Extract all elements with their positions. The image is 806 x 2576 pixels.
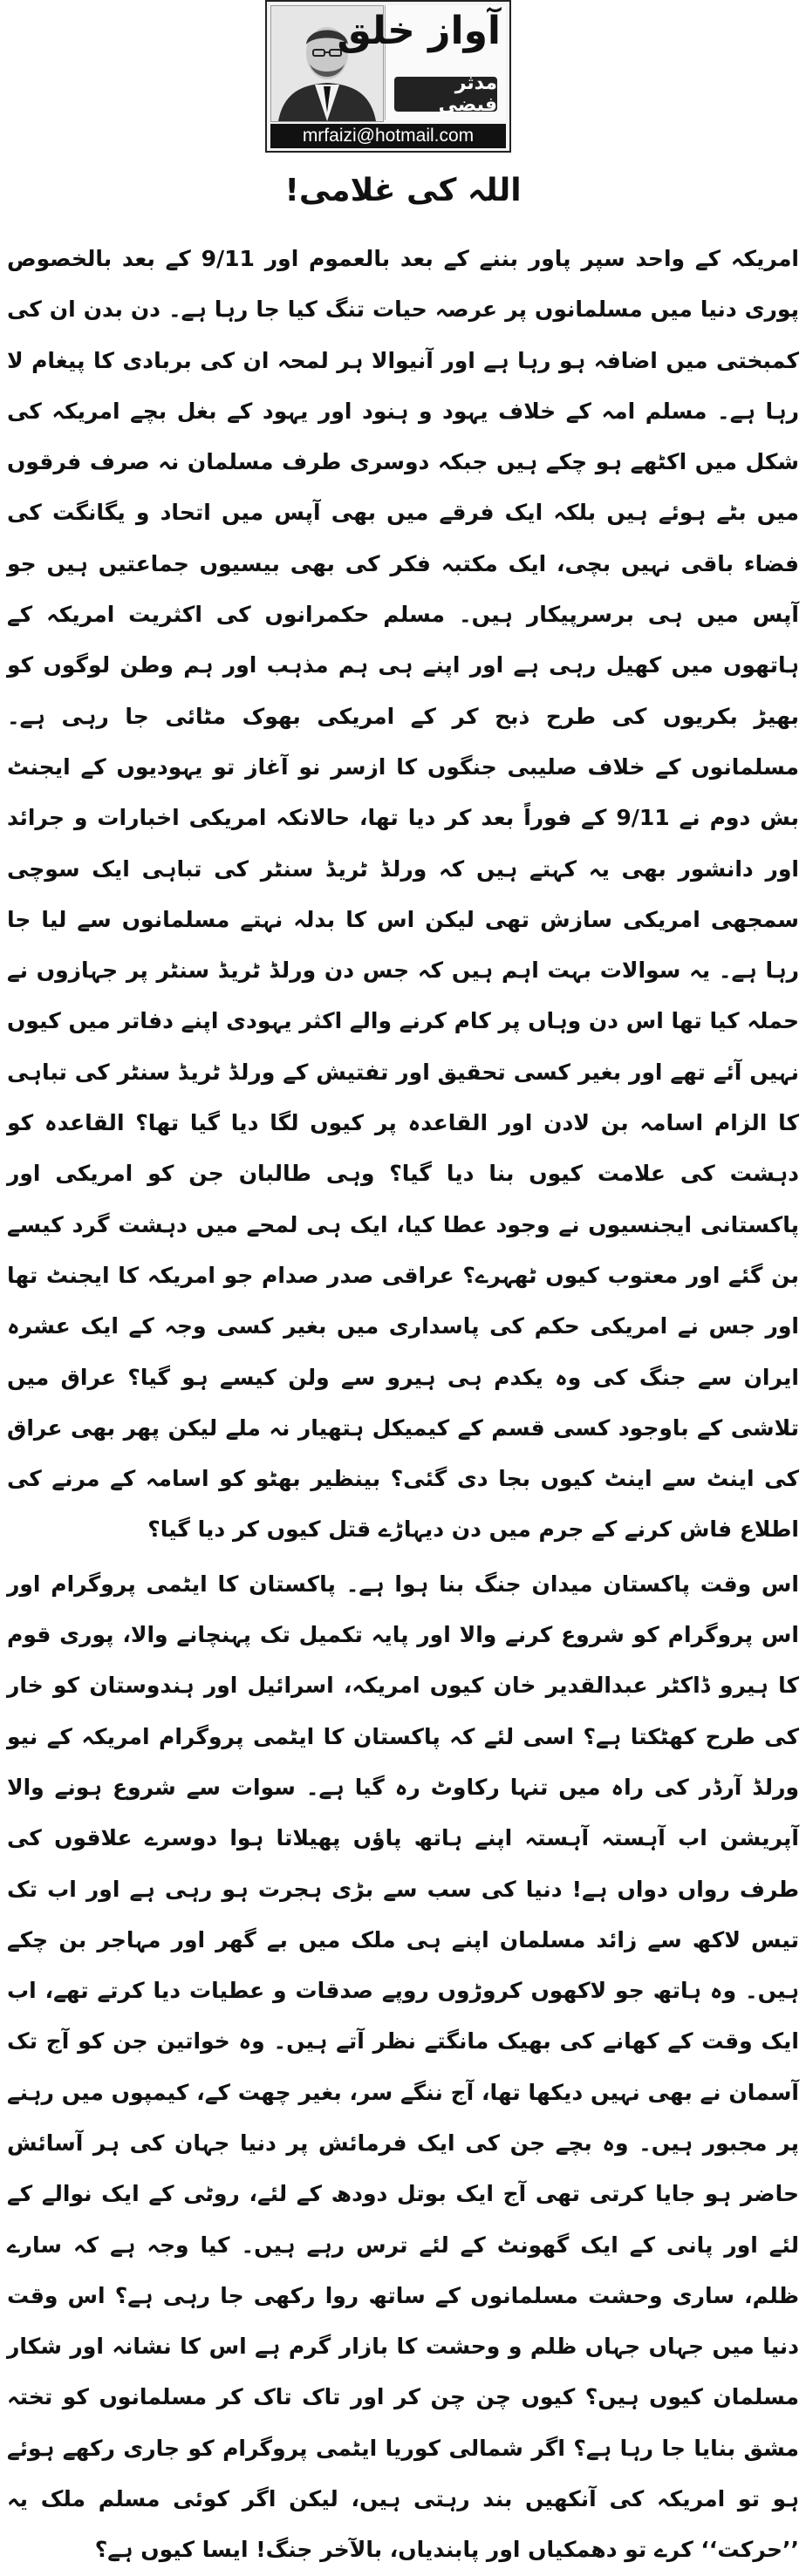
article-headline: اللہ کی غلامی! <box>284 173 522 208</box>
article-body <box>7 234 799 2576</box>
column-title: آواز خلق <box>337 9 501 53</box>
column-title-box <box>337 5 506 120</box>
article-paragraph: امریکہ کے واحد سپر پاور بننے کے بعد بالعموم اور 9/11 کے بعد بالخصوص پوری دنیا میں مسلمانوں پر عرصہ حیات تنگ کیا جا رہا ہے۔ دن بدن ان کی کمبختی میں اضافہ ہو رہا ہے اور آنیوالا ہر لمحہ ان کی بربادی کا پیغام لا رہا ہے۔ مسلم امہ کے خلاف یہود و ہنود اور یہود کے بغل بچے امریکہ کی شکل میں اکٹھے ہو چکے ہیں جبکہ دوسری طرف مسلمان نہ صرف فرقوں میں بٹے ہوئے ہیں بلکہ ایک فرقے میں بھی آپس میں اتحاد و یگانگت کی فضاء باقی نہیں بچی، ایک مکتبہ فکر کی بھی بیسیوں جماعتیں ہیں جو آپس میں ہی برسرپیکار ہیں۔ مسلم حکمرانوں کی اکثریت امریکہ کے ہاتھوں میں کھیل رہی ہے اور اپنے ہی ہم مذہب اور ہم وطن لوگوں کو بھیڑ بکریوں کی طرح ذبح کر کے امریکی بھوک مٹائی جا رہی ہے۔ مسلمانوں کے خلاف صلیبی جنگوں کا ازسر نو آغاز تو یہودیوں کے ایجنٹ بش دوم نے 9/11 کے فوراً بعد کر دیا تھا، حالانکہ امریکی اخبارات و جرائد اور دانشور بھی یہ کہتے ہیں کہ ورلڈ ٹریڈ سنٹر کی تباہی ایک سوچی سمجھی امریکی سازش تھی لیکن اس کا بدلہ نہتے مسلمانوں سے لیا جا رہا ہے۔ یہ سوالات بہت اہم ہیں کہ جس دن ورلڈ ٹریڈ سنٹر پر جہازوں نے حملہ کیا تھا اس دن وہاں پر کام کرنے والے اکثر یہودی اپنے دفاتر میں کیوں نہیں آئے تھے اور بغیر کسی تحقیق اور تفتیش کے ورلڈ ٹریڈ سنٹر کی تباہی کا الزام اسامہ بن لادن اور القاعدہ پر کیوں لگا دیا گیا تھا؟ القاعدہ کو دہشت کی علامت کیوں بنا دیا گیا؟ وہی طالبان جن کو امریکی اور پاکستانی ایجنسیوں نے وجود عطا کیا، ایک ہی لمحے میں دہشت گرد کیسے بن گئے اور معتوب کیوں ٹھہرے؟ عراقی صدر صدام جو امریکہ کا ایجنٹ تھا اور جس نے امریکی حکم کی پاسداری میں بغیر کسی وجہ کے ایک عشرہ ایران سے جنگ کی وہ یکدم ہی ہیرو سے ولن کیسے ہو گیا؟ عراق میں تلاشی کے باوجود کسی قسم کے کیمیکل ہتھیار نہ ملے لیکن پھر بھی عراق کی اینٹ سے اینٹ کیوں بجا دی گئی؟ بینظیر بھٹو کو اسامہ کے مرنے کی اطلاع فاش کرنے کے جرم میں دن دیہاڑے قتل کیوں کر دیا گیا؟ <box>7 246 799 1543</box>
author-name: مدثر فیضی <box>394 77 497 112</box>
author-email: mrfaizi@hotmail.com <box>270 124 506 148</box>
article-paragraph: اس وقت پاکستان میدان جنگ بنا ہوا ہے۔ پاکستان کا ایٹمی پروگرام اور اس پروگرام کو شروع کرنے والا اور پایہ تکمیل تک پہنچانے والا، پوری قوم کا ہیرو ڈاکٹر عبدالقدیر خان کیوں امریکہ، اسرائیل اور ہندوستان کو خار کی طرح کھٹکتا ہے؟ اسی لئے کہ پاکستان کا ایٹمی پروگرام امریکہ کے نیو ورلڈ آرڈر کی راہ میں تنہا رکاوٹ رہ گیا ہے۔ سوات سے شروع ہونے والا آپریشن اب آہستہ آہستہ اپنے ہاتھ پاؤں پھیلاتا ہوا دوسرے علاقوں کی طرف رواں دواں ہے! دنیا کی سب سے بڑی ہجرت ہو رہی ہے اور اب تک تیس لاکھ سے زائد مسلمان اپنے ہی ملک میں بے گھر اور مہاجر بن چکے ہیں۔ وہ ہاتھ جو لاکھوں کروڑوں روپے صدقات و عطیات دیا کرتے تھے، اب ایک وقت کے کھانے کی بھیک مانگتے نظر آتے ہیں۔ وہ خواتین جن کو آج تک آسمان نے بھی نہیں دیکھا تھا، آج ننگے سر، بغیر چھت کے، کیمپوں میں رہنے پر مجبور ہیں۔ وہ بچے جن کی ایک فرمائش پر دنیا جہان کی ہر آسائش حاضر ہو جایا کرتی تھی آج ایک بوتل دودھ کے لئے، روٹی کے ایک نوالے کے لئے اور پانی کے ایک گھونٹ کے لئے ترس رہے ہیں۔ کیا وجہ ہے کہ سارے ظلم، ساری وحشت مسلمانوں کے ساتھ روا رکھی جا رہی ہے؟ اس وقت دنیا میں جہاں جہاں ظلم و وحشت کا بازار گرم ہے اس کا نشانہ اور شکار مسلمان کیوں ہیں؟ کیوں چن چن کر اور تاک تاک کر مسلمانوں کو تختہ مشق بنایا جا رہا ہے؟ اگر شمالی کوریا ایٹمی پروگرام کو جاری رکھے ہوئے ہو تو امریکہ کی آنکھیں بند رہتی ہیں، لیکن اگر کوئی مسلم ملک یہ ’’حرکت‘‘ کرے تو دھمکیاں اور پابندیاں، بالآخر جنگ! ایسا کیوں ہے؟ <box>7 1571 799 2563</box>
column-header <box>265 0 511 153</box>
